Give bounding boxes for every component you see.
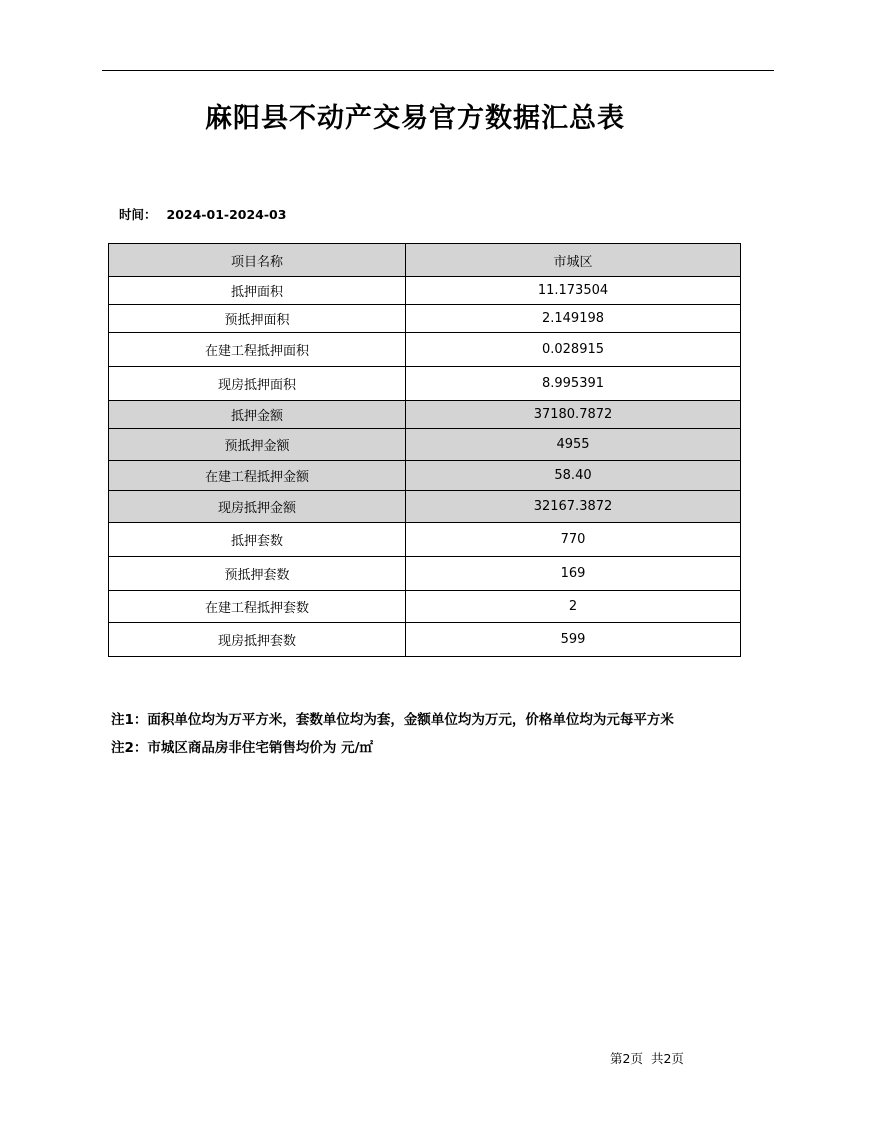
table-row — [109, 491, 741, 523]
row-item-name: 在建工程抵押金额 — [109, 461, 406, 491]
table-row — [109, 277, 741, 305]
table-row — [109, 333, 741, 367]
row-item-value: 4955 — [406, 429, 741, 461]
note-units: 注1：面积单位均为万平方米，套数单位均为套，金额单位均为万元，价格单位均为元每平方米 — [111, 712, 674, 728]
row-item-value: 58.40 — [406, 461, 741, 491]
row-item-name: 现房抵押面积 — [109, 367, 406, 401]
table-row — [109, 401, 741, 429]
table-row — [109, 523, 741, 557]
row-item-name: 抵押金额 — [109, 401, 406, 429]
total-pages: 共2页 — [650, 1051, 684, 1066]
table-row — [109, 623, 741, 657]
statistics-table — [108, 243, 741, 657]
row-item-value: 37180.7872 — [406, 401, 741, 429]
table-row — [109, 429, 741, 461]
row-item-value: 8.995391 — [406, 367, 741, 401]
header-district: 市城区 — [406, 244, 741, 277]
table-row — [109, 305, 741, 333]
top-divider — [102, 70, 774, 71]
row-item-value: 169 — [406, 557, 741, 591]
note-average-price: 注2：市城区商品房非住宅销售均价为 元/㎡ — [111, 740, 374, 756]
header-item-name: 项目名称 — [109, 244, 406, 277]
table-body — [109, 277, 741, 657]
row-item-value: 0.028915 — [406, 333, 741, 367]
row-item-name: 在建工程抵押套数 — [109, 591, 406, 623]
row-item-value: 2 — [406, 591, 741, 623]
row-item-name: 预抵押套数 — [109, 557, 406, 591]
current-page: 第2页 — [610, 1051, 643, 1066]
row-item-name: 现房抵押套数 — [109, 623, 406, 657]
page-indicator — [610, 1049, 684, 1067]
table-row — [109, 461, 741, 491]
row-item-value: 32167.3872 — [406, 491, 741, 523]
row-item-name: 抵押面积 — [109, 277, 406, 305]
table-row — [109, 557, 741, 591]
table-header-row — [109, 244, 741, 277]
row-item-value: 11.173504 — [406, 277, 741, 305]
row-item-value: 599 — [406, 623, 741, 657]
table-row — [109, 591, 741, 623]
row-item-name: 预抵押金额 — [109, 429, 406, 461]
table-row — [109, 367, 741, 401]
row-item-name: 预抵押面积 — [109, 305, 406, 333]
row-item-name: 抵押套数 — [109, 523, 406, 557]
period-value: 2024-01-2024-03 — [166, 207, 287, 222]
report-period — [119, 205, 286, 223]
period-label: 时间： — [119, 207, 157, 222]
row-item-name: 现房抵押金额 — [109, 491, 406, 523]
row-item-value: 770 — [406, 523, 741, 557]
row-item-name: 在建工程抵押面积 — [109, 333, 406, 367]
row-item-value: 2.149198 — [406, 305, 741, 333]
page-title: 麻阳县不动产交易官方数据汇总表 — [205, 103, 625, 134]
